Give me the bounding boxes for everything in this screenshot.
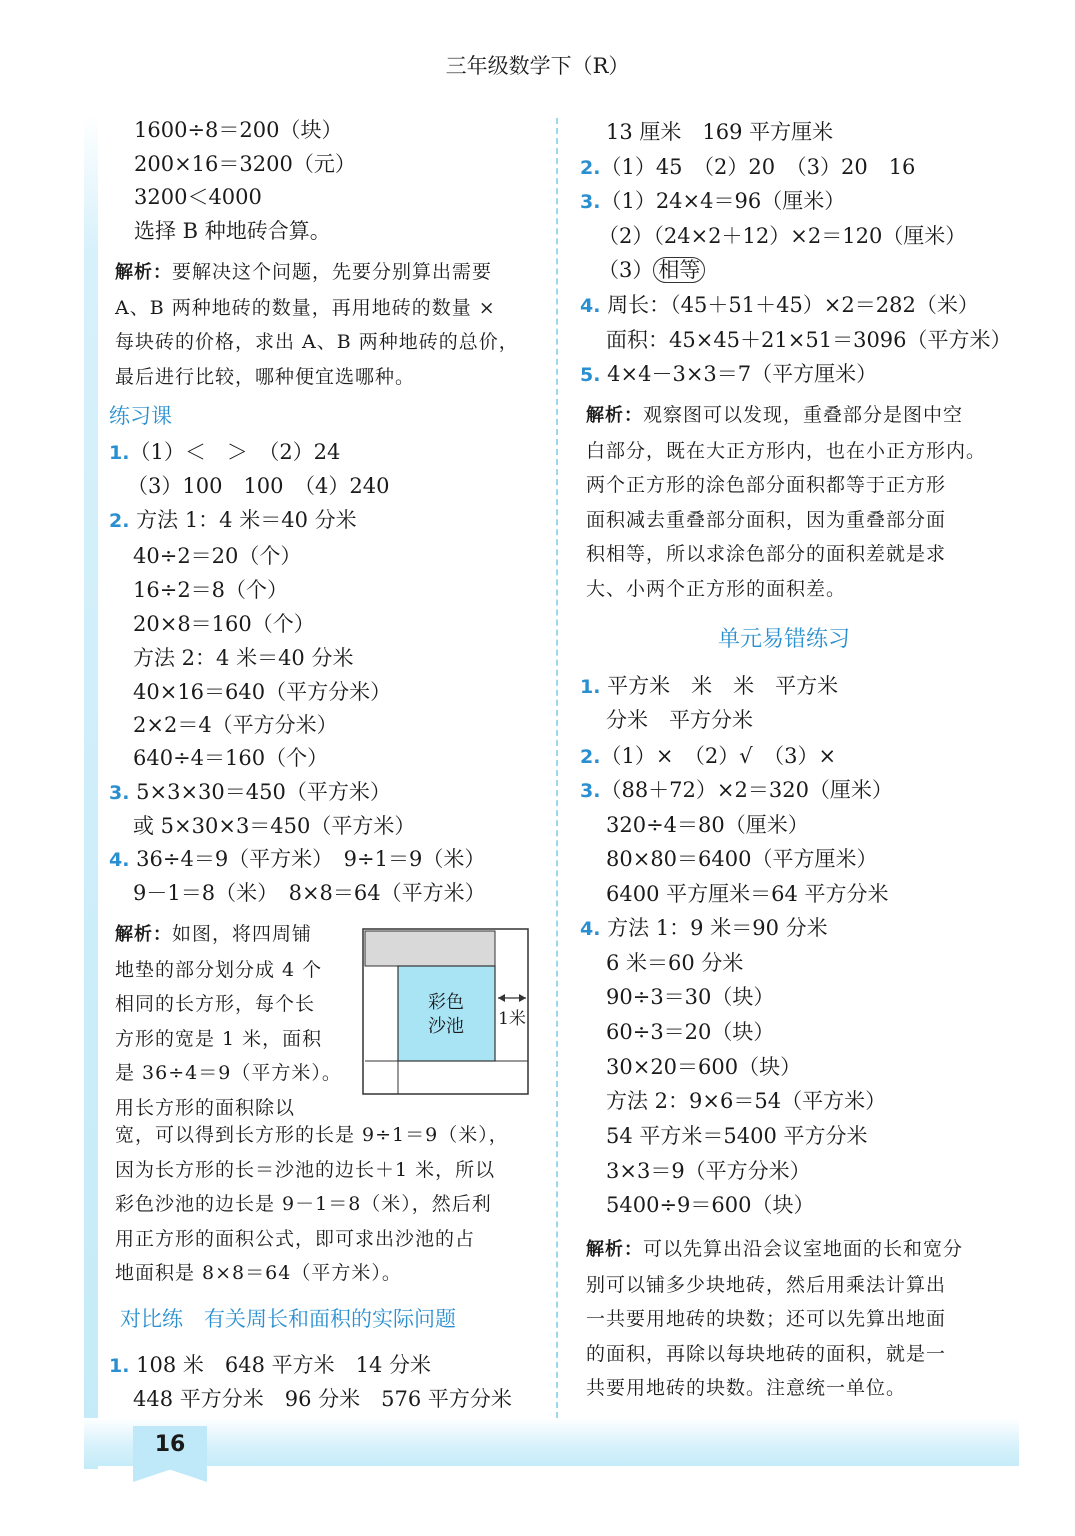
question-line (580, 742, 836, 771)
answer-line: 90÷3＝30（块） (606, 985, 775, 1009)
analysis-text: 每块砖的价格，求出 A、B 两种地砖的总价， (115, 331, 519, 353)
analysis-text: 一共要用地砖的块数；还可以先算出地面 (586, 1308, 947, 1330)
analysis-text: 因为长方形的长＝沙池的边长＋1 米，所以 (115, 1158, 496, 1181)
analysis-text: 用长方形的面积除以 (115, 1096, 296, 1119)
answer-line: 640÷4＝160（个） (133, 746, 329, 770)
analysis-text: 白部分，既在大正方形内，也在小正方形内。 (586, 439, 987, 462)
question-number: 2. (580, 157, 601, 179)
answer-line: 1600÷8＝200（块） (134, 118, 343, 142)
analysis-text: A、B 两种地砖的数量，再用地砖的数量 × (115, 296, 496, 319)
answer-line: 选择 B 种地砖合算。 (134, 219, 331, 243)
question-line (109, 1351, 431, 1380)
analysis-label: 解析： (115, 924, 172, 945)
question-line (580, 672, 838, 701)
question-line (109, 778, 391, 807)
answer-line: 3200＜4000 (134, 185, 262, 209)
answer-text: 平方米 米 米 平方米 (607, 674, 839, 698)
question-line (109, 438, 340, 467)
question-line (580, 187, 845, 216)
question-line (580, 776, 893, 805)
analysis-text: 大、小两个正方形的面积差。 (586, 577, 847, 600)
answer-line: 9－1＝8（米） 8×8＝64（平方米） (133, 881, 486, 905)
answer-text: 36÷4＝9（平方米） 9÷1＝9（米） (136, 847, 486, 871)
analysis-text: 用正方形的面积公式，即可求出沙池的占 (115, 1227, 476, 1250)
analysis-text: 彩色沙池的边长是 9－1＝8（米），然后利 (115, 1193, 492, 1215)
analysis-text: 积相等，所以求涂色部分的面积差就是求 (586, 543, 947, 565)
answer-line: （2）（24×2＋12）×2＝120（厘米） (598, 224, 967, 248)
question-line (580, 153, 915, 182)
section-title-compare: 对比练 有关周长和面积的实际问题 (120, 1307, 456, 1331)
answer-line: 2×2＝4（平方分米） (133, 713, 338, 737)
answer-text: 周长：（45＋51＋45）×2＝282（米） (607, 293, 979, 317)
analysis-label: 解析： (115, 262, 172, 283)
page-number: 16 (154, 1432, 186, 1457)
analysis-text: 如图，将四周铺 (172, 923, 313, 945)
colored-pool (398, 966, 495, 1061)
analysis-text: 面积减去重叠部分面积，因为重叠部分面 (586, 508, 947, 531)
answer-text: 5×3×30＝450（平方米） (136, 780, 391, 804)
answer-line: 60÷3＝20（块） (606, 1020, 775, 1044)
answer-line: 或 5×30×3＝450（平方米） (133, 814, 416, 838)
answer-line: 320÷4＝80（厘米） (606, 813, 809, 837)
answer-line: 方法 2：9×6＝54（平方米） (606, 1089, 887, 1113)
question-number: 1. (580, 676, 601, 698)
answer-line (598, 256, 705, 284)
question-number: 2. (580, 746, 601, 768)
answer-line: 448 平方分米 96 分米 576 平方分米 (133, 1387, 512, 1411)
answer-line: （3）100 100 （4）240 (127, 474, 390, 498)
analysis-text: 地面积是 8×8＝64（平方米）。 (115, 1262, 402, 1284)
answer-text: （1）× （2）√ （3）× (600, 744, 837, 768)
answer-line: 5400÷9＝600（块） (606, 1193, 815, 1217)
question-number: 2. (109, 510, 130, 532)
question-number: 4. (580, 918, 601, 940)
analysis-block-wide (115, 1118, 545, 1291)
question-line (580, 360, 877, 389)
mat-strip (365, 931, 495, 966)
circled-answer: 相等 (653, 257, 705, 283)
answer-line: 54 平方米＝5400 平方分米 (606, 1124, 868, 1148)
question-line (580, 291, 979, 320)
analysis-text: 可以先算出沿会议室地面的长和宽分 (643, 1238, 964, 1260)
column-divider (556, 118, 558, 1418)
section-title-practice: 练习课 (109, 404, 172, 428)
answer-line: 面积：45×45＋21×51＝3096（平方米） (606, 328, 1012, 352)
question-number: 5. (580, 364, 601, 386)
answer-line: 40÷2＝20（个） (133, 544, 302, 568)
question-number: 3. (580, 191, 601, 213)
page-header: 三年级数学下（R） (445, 54, 630, 78)
analysis-text: 别可以铺多少块地砖，然后用乘法计算出 (586, 1273, 947, 1296)
analysis-text: 宽，可以得到长方形的长是 9÷1＝9（米）， (115, 1124, 509, 1146)
analysis-label: 解析： (586, 1239, 643, 1260)
answer-line: 16÷2＝8（个） (133, 578, 289, 602)
answer-text: 108 米 648 平方米 14 分米 (136, 1353, 432, 1377)
question-line (580, 914, 828, 943)
sandpit-diagram (362, 928, 530, 1096)
analysis-text: 两个正方形的涂色部分面积都等于正方形 (586, 474, 947, 496)
analysis-text: 地垫的部分划分成 4 个 (115, 958, 323, 981)
analysis-text: 是 36÷4＝9（平方米）。 (115, 1062, 342, 1084)
analysis-text: 方形的宽是 1 米，面积 (115, 1027, 323, 1050)
question-number: 3. (580, 780, 601, 802)
answer-text: （3） (598, 258, 654, 282)
bottom-band (84, 1418, 1019, 1466)
answer-text: （1）＜ ＞ （2）24 (129, 440, 341, 464)
question-number: 4. (109, 849, 130, 871)
analysis-block-narrow (115, 917, 355, 1125)
question-line (109, 506, 357, 535)
answer-line: 3×3＝9（平方分米） (606, 1159, 811, 1183)
answer-line: 30×20＝600（块） (606, 1055, 802, 1079)
analysis-block (115, 255, 545, 394)
answer-line: 40×16＝640（平方分米） (133, 680, 392, 704)
answer-text: （1）45 （2）20 （3）20 16 (600, 155, 916, 179)
answer-line: 80×80＝6400（平方厘米） (606, 847, 878, 871)
question-number: 3. (109, 782, 130, 804)
analysis-text: 要解决这个问题，先要分别算出需要 (172, 261, 493, 283)
answer-line: 6400 平方厘米＝64 平方分米 (606, 882, 889, 906)
analysis-block (586, 1232, 1011, 1406)
analysis-block (586, 398, 1011, 606)
analysis-text: 相同的长方形，每个长 (115, 993, 316, 1015)
section-title-unit: 单元易错练习 (718, 627, 851, 652)
analysis-text: 观察图可以发现，重叠部分是图中空 (643, 404, 964, 426)
answer-line: 分米 平方分米 (606, 708, 753, 732)
answer-line: 6 米＝60 分米 (606, 951, 744, 975)
left-sidebar-band (84, 114, 98, 1469)
answer-line: 20×8＝160（个） (133, 612, 315, 636)
question-number: 1. (109, 442, 130, 464)
answer-line: 方法 2：4 米＝40 分米 (133, 646, 354, 670)
analysis-text: 的面积，再除以每块地砖的面积，就是一 (586, 1342, 947, 1365)
answer-line: 13 厘米 169 平方厘米 (606, 120, 834, 144)
question-number: 1. (109, 1355, 130, 1377)
answer-line: 200×16＝3200（元） (134, 152, 356, 176)
answer-text: 方法 1：9 米＝90 分米 (607, 916, 828, 940)
analysis-text: 最后进行比较，哪种便宜选哪种。 (115, 365, 416, 388)
answer-text: 方法 1：4 米＝40 分米 (136, 508, 357, 532)
analysis-text: 共要用地砖的块数。注意统一单位。 (586, 1377, 907, 1399)
answer-text: （88＋72）×2＝320（厘米） (600, 778, 893, 802)
pool-label: 沙池 (428, 1016, 464, 1037)
width-label: 1米 (498, 1009, 526, 1029)
answer-text: 4×4－3×3＝7（平方厘米） (607, 362, 878, 386)
pool-label: 彩色 (428, 992, 464, 1013)
answer-text: （1）24×4＝96（厘米） (600, 189, 846, 213)
question-line (109, 845, 485, 874)
question-number: 4. (580, 295, 601, 317)
analysis-label: 解析： (586, 405, 643, 426)
